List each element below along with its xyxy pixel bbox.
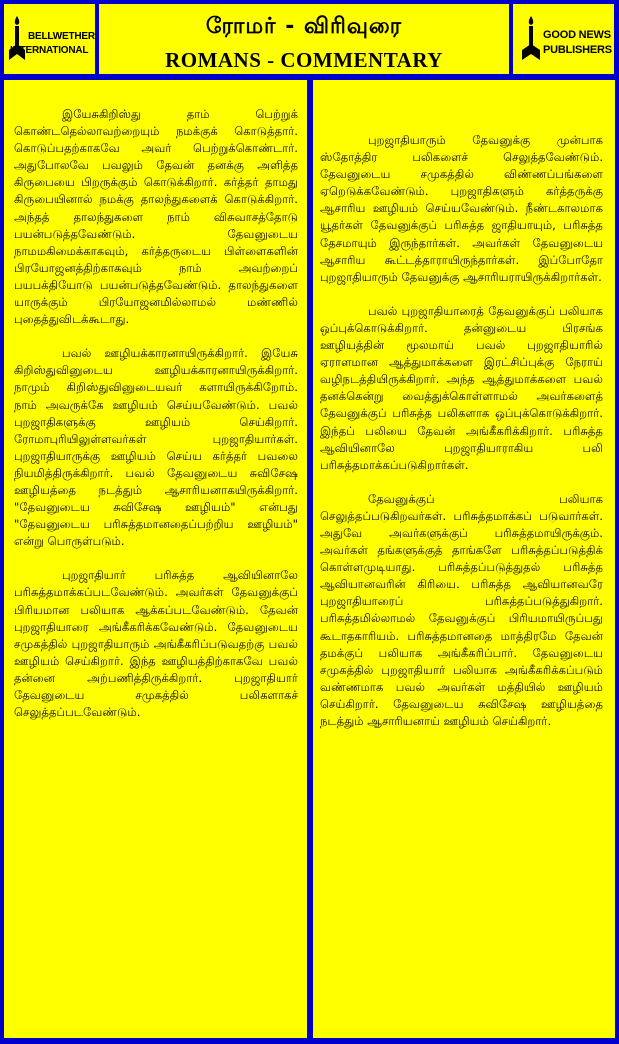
right-logo-line2: PUBLISHERS [543, 44, 612, 56]
left-logo-line2: INTERNATIONAL [10, 45, 89, 56]
title-english: ROMANS - COMMENTARY [165, 48, 443, 72]
paragraph: புறஜாதியார் பரிசுத்த ஆவியினாலே பரிசுத்தமாக்கப்படவேண்டும். அவர்கள் தேவனுக்குப் பிரியமான பலியாக ஆக்கப்படவேண்டும். தேவன் புறஜாதியாரை அங்கீகரிக்கவேண்டும். தேவனுடைய சமுகத்தில் புறஜாதியாரும் அங்கீகரிப்படுவதற்கு பவல் ஊழியம் செய்கிறார். இந்த ஊழியத்திற்காகவே பவல் தன்னை அற்பணித்திருக்கிறார். புறஜாதியார் தேவனுடைய சமுகத்தில் பலிகளாகச் செலுத்தப்படவேண்டும். [14, 568, 298, 720]
paragraph: புறஜாதியாரும் தேவனுக்கு முன்பாக ஸ்தோத்திர பலிகளைச் செலுத்தவேண்டும். தேவனுடைய சமுகத்தில் விண்ணப்பங்களை ஏறெடுக்கவேண்டும். புறஜாதிகளும் கர்த்தருக்கு ஆசாரிய ஊழியம் செய்யவேண்டும். நீண்டகாலமாக யூதர்கள் தேவனுக்குப் பரிசுத்த ஜாதியாயும், பரிசுத்த தேசமாயும் இருந்தார்கள். அவர்கள் தேவனுடைய ஆசாரிய கூட்டத்தாராயிருந்தார்கள். இப்போதோ புறஜாதியாரும் தேவனுக்கு ஆசாரியராயிருக்கிறார்கள். [320, 133, 603, 284]
title-tamil: ரோமர் - விரிவுரை [205, 14, 403, 39]
right-logo-panel [513, 4, 614, 74]
paragraph: தேவனுக்குப் பலியாக செலுத்தப்படுகிறவர்கள். பரிசுத்தமாக்கப் படுவார்கள். அதுவே அவர்களுக்குப் பரிசுத்தமாயிருக்கும். அவர்கள் தங்களுக்குத் தாங்களே பரிசுத்தப்படுத்திக் கொள்ளமுடியாது. பரிசுத்தப்படுத்துதல் பரிசுத்த ஆவியானவரின் கிரியை. பரிசுத்த ஆவியானவரே புறஜாதியாரைப் பரிசுத்தப்படுத்துகிறார். பரிசுத்தமில்லாமல் தேவனுக்குப் பிரியமாயிருப்பது கூடாதகாரியம். பரிசுத்தமானதை மாத்திரமே தேவன் தமக்குப் பலியாக அங்கீகரிப்பார். தேவனுடைய சமுகத்தில் புறஜாதியார் பலியாக அங்கீகரிக்கப்படும் வண்ணமாக பவல் அவர்கள் மத்தியில் ஊழியம் செய்கிறார். தேவனுடைய சுவிசேஷ ஊழியத்தை நடத்தும் ஆசாரியனாய் ஊழியம் செய்கிறார். [320, 491, 603, 728]
right-column-text [320, 132, 603, 747]
header-title-panel [99, 4, 509, 74]
paragraph: பவல் ஊழியக்காரனாயிருக்கிறார். இயேசு கிறிஸ்துவினுடைய ஊழியக்காரனாயிருக்கிறார். நாமும் கிறிஸ்துவினுடையவர் களாயிருக்கிறோம். நாம் அவருக்கே ஊழியம் செய்யவேண்டும். பவல் புறஜாதிகளுக்கு ஊழியம் செய்கிறார். ரோமாபுரியிலுள்ளவர்கள் புறஜாதியார்கள். புறஜாதியாருக்கு ஊழியம் செய்ய கர்த்தர் பவலை நியமித்திருக்கிறார். பவல் தேவனுடைய சுவிசேஷ ஊழியத்தை நடத்தும் ஆசாரியனாகயிருக்கிறார். "தேவனுடைய சுவிசேஷ ஊழியம்" என்பது "தேவனுடைய பரிசுத்தமானதைப்பற்றிய ஊழியம்" என்று பொருள்படும். [14, 346, 298, 549]
right-logo-line1: GOOD NEWS [543, 29, 611, 41]
paragraph: இயேசுகிறிஸ்து தாம் பெற்றுக் கொண்டதெல்லாவற்றையும் நமக்குக் கொடுத்தார். கொடுப்பதற்காகவே அவர் பெற்றுக்கொண்டார். அதுபோலவே பவலும் தேவன் தனக்கு அளித்த கிருபையை பிறருக்கும் கொடுக்கிறார். கர்த்தர் தாமது கிருபையினால் நமக்கு தாலந்துகளைக் கொடுக்கிறார். அந்தத் தாலந்துகளை நாம் விசுவாசத்தோடு பயன்படுத்தவேண்டும். தேவனுடைய நாமமகிமைக்காகவும், கர்த்தருடைய பிள்ளைகளின் பிரயோஜனத்திற்காகவும் நாம் அவற்றைப் பயபக்தியோடு பயன்படுத்தவேண்டும். தாலந்துகளை யாருக்கும் பிரயோஜனமில்லாமல் மண்ணில் புதைத்துவிடக்கூடாது. [14, 107, 298, 327]
left-column-text [14, 106, 298, 738]
left-column [4, 80, 307, 1038]
left-logo-line1: BELLWETHER [28, 31, 95, 42]
right-column [313, 80, 615, 1038]
paragraph: பவல் புறஜாதியாரைத் தேவனுக்குப் பலியாக ஒப்புக்கொடுக்கிறார். தன்னுடைய பிரசங்க ஊழியத்தின் மூலமாய் பவல் புறஜாதியாரில் ஏராளமான ஆத்துமாக்களை இரட்சிப்புக்கு நேராய் வழிநடத்தியிருக்கிறார். அந்த ஆத்துமாக்களை பவல் தனக்கென்று வைத்துக்கொள்ளாமல் அவர்களைத் தேவனுக்குப் பரிசுத்த பலிகளாக ஒப்புக்கொடுக்கிறார். இந்தப் பலியை தேவன் அங்கீகரிக்கிறார். பரிசுத்த ஆவியினாலே புறஜாதியாராகிய பலி பரிசுத்தமாக்கப்படுகிறார்கள். [320, 303, 603, 472]
left-logo-panel [4, 4, 95, 74]
